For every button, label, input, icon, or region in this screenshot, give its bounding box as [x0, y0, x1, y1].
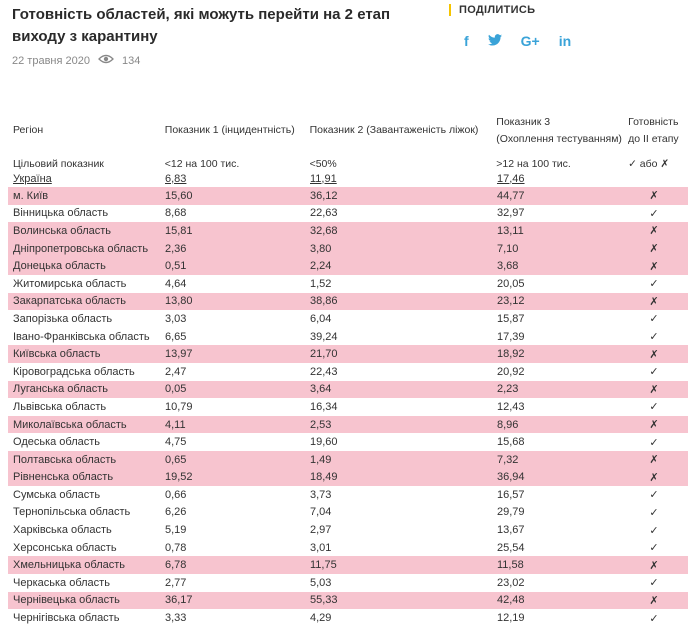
p1-value: 3,03 [165, 312, 187, 325]
region-name: Рівненська область [13, 471, 114, 484]
ready-mark: ✗ [649, 348, 659, 361]
p2-value: 32,68 [310, 224, 338, 237]
region-name: Дніпропетровська область [13, 242, 149, 255]
p2-value: 3,01 [310, 541, 332, 554]
region-name: Івано-Франківська область [13, 330, 150, 343]
region-name: Полтавська область [13, 453, 117, 466]
region-name: Тернопільська область [13, 506, 131, 519]
google-plus-icon[interactable]: G+ [520, 33, 540, 49]
ready-mark: ✗ [649, 225, 659, 238]
p1-value: 2,77 [165, 576, 187, 589]
p1-value: 0,65 [165, 453, 187, 466]
region-name: Луганська область [13, 383, 108, 396]
target-row [8, 150, 688, 170]
region-name: Чернівецька область [13, 594, 120, 607]
p3-value: 18,92 [497, 348, 525, 361]
header-ready-line1: Готовність [628, 116, 679, 128]
ready-mark: ✓ [649, 278, 659, 291]
p3-value: 12,19 [497, 612, 525, 625]
table-row [8, 574, 688, 592]
ready-mark: ✗ [649, 454, 659, 467]
ukraine-p3: 17,46 [497, 172, 525, 185]
linkedin-icon[interactable]: in [558, 33, 572, 49]
region-name: Донецька область [13, 260, 106, 273]
p1-value: 4,11 [165, 418, 186, 431]
view-count: 134 [121, 54, 141, 67]
p1-value: 5,19 [165, 524, 187, 537]
ready-mark: ✗ [649, 190, 659, 203]
p2-value: 1,52 [310, 277, 332, 290]
p1-value: 3,33 [165, 612, 187, 625]
table-row [8, 451, 688, 469]
region-name: Запорізька область [13, 312, 113, 325]
ready-mark: ✗ [649, 383, 659, 396]
table-row [8, 398, 688, 416]
region-name: Хмельницька область [13, 559, 126, 572]
p3-value: 16,57 [497, 488, 525, 501]
table-row [8, 416, 688, 434]
ready-mark: ✓ [649, 524, 659, 537]
table-row [8, 257, 688, 275]
p3-value: 29,79 [497, 506, 525, 519]
region-name: Миколаївська область [13, 418, 127, 431]
p3-value: 15,68 [497, 436, 525, 449]
p3-value: 20,92 [497, 365, 525, 378]
twitter-icon[interactable] [488, 33, 502, 49]
p3-value: 3,68 [497, 260, 519, 273]
p3-value: 17,39 [497, 330, 525, 343]
table-row [8, 345, 688, 363]
table-row [8, 504, 688, 522]
p3-value: 11,58 [497, 559, 524, 572]
p1-value: 15,60 [165, 189, 193, 202]
p1-value: 2,36 [165, 242, 187, 255]
ready-mark: ✓ [649, 542, 659, 555]
p3-value: 36,94 [497, 471, 525, 484]
region-name: Київська область [13, 348, 101, 361]
region-name: Львівська область [13, 400, 107, 413]
article-meta [12, 54, 432, 67]
p1-value: 0,66 [165, 488, 187, 501]
p1-value: 10,79 [165, 400, 193, 413]
header-ready-line2: до II етапу [628, 133, 679, 145]
p3-value: 20,05 [497, 277, 525, 290]
p3-value: 25,54 [497, 541, 525, 554]
p3-value: 2,23 [497, 383, 519, 396]
ready-mark: ✓ [649, 207, 659, 220]
p1-value: 0,51 [165, 260, 187, 273]
p2-value: 39,24 [310, 330, 338, 343]
ready-mark: ✓ [649, 331, 659, 344]
region-name: Херсонська область [13, 541, 117, 554]
p2-value: 19,60 [310, 436, 338, 449]
p3-value: 12,43 [497, 400, 525, 413]
ready-mark: ✓ [649, 612, 659, 625]
facebook-icon[interactable]: f [464, 33, 469, 49]
ready-mark: ✓ [649, 401, 659, 414]
article-header [12, 4, 432, 67]
p2-value: 38,86 [310, 295, 338, 308]
p2-value: 5,03 [310, 576, 332, 589]
p1-value: 13,80 [165, 295, 193, 308]
page-title: Готовність областей, які можуть перейти на 2 етап виходу з карантину [12, 6, 391, 45]
region-name: Харківська область [13, 524, 112, 537]
ready-mark: ✗ [649, 559, 659, 572]
p1-value: 0,05 [165, 383, 187, 396]
table-row [8, 556, 688, 574]
ukraine-row[interactable] [8, 170, 688, 187]
table-row [8, 609, 688, 627]
p3-value: 32,97 [497, 207, 525, 220]
p3-value: 44,77 [497, 189, 525, 202]
p2-value: 3,80 [310, 242, 332, 255]
table-row [8, 486, 688, 504]
p2-value: 2,24 [310, 260, 332, 273]
p2-value: 36,12 [310, 189, 338, 202]
ready-mark: ✗ [649, 260, 659, 273]
table-row [8, 328, 688, 346]
region-name: Одеська область [13, 436, 101, 449]
p1-value: 36,17 [165, 594, 193, 607]
p1-value: 13,97 [165, 348, 193, 361]
p3-value: 13,67 [497, 524, 525, 537]
share-icons [464, 33, 579, 49]
readiness-table [8, 112, 688, 627]
table-row [8, 205, 688, 223]
p2-value: 55,33 [310, 594, 338, 607]
header-p3 [496, 114, 628, 148]
table-row [8, 275, 688, 293]
target-p1: <12 на 100 тис. [164, 158, 240, 170]
p1-value: 4,64 [165, 277, 187, 290]
region-name: Закарпатська область [13, 295, 126, 308]
table-row [8, 469, 688, 487]
table-row [8, 592, 688, 610]
p2-value: 2,53 [310, 418, 332, 431]
table-header [8, 112, 688, 150]
p1-value: 4,75 [165, 436, 187, 449]
table-row [8, 222, 688, 240]
p2-value: 21,70 [310, 348, 338, 361]
p2-value: 3,64 [310, 383, 332, 396]
publish-date: 22 травня 2020 [12, 54, 90, 67]
header-p3-line2: (Охоплення тестуванням) [496, 133, 622, 145]
ready-mark: ✓ [649, 506, 659, 519]
p3-value: 13,11 [497, 224, 524, 237]
region-name: Сумська область [13, 488, 101, 501]
table-row [8, 310, 688, 328]
p1-value: 8,68 [165, 207, 187, 220]
p2-value: 18,49 [310, 471, 338, 484]
p2-value: 11,75 [310, 559, 337, 572]
p3-value: 15,87 [497, 312, 525, 325]
p2-value: 22,43 [310, 365, 338, 378]
p2-value: 4,29 [310, 612, 332, 625]
share-label: ПОДІЛИТИСЬ [449, 4, 579, 16]
p3-value: 8,96 [497, 418, 519, 431]
ready-mark: ✓ [649, 577, 659, 590]
ready-mark: ✓ [649, 489, 659, 502]
table-row [8, 293, 688, 311]
p2-value: 16,34 [310, 400, 338, 413]
header-p2: Показник 2 (Завантаженість ліжок) [309, 124, 479, 136]
table-row [8, 521, 688, 539]
target-p3: >12 на 100 тис. [496, 158, 571, 170]
region-name: м. Київ [13, 189, 49, 202]
header-p3-line1: Показник 3 [496, 116, 551, 128]
ukraine-p2: 11,91 [310, 172, 337, 185]
region-name: Чернігівська область [13, 612, 120, 625]
ukraine-name[interactable]: Україна [13, 172, 52, 185]
ready-mark: ✗ [649, 295, 659, 308]
ready-mark: ✗ [649, 419, 659, 432]
region-name: Черкаська область [13, 576, 110, 589]
p1-value: 6,78 [165, 559, 187, 572]
p3-value: 23,12 [497, 295, 525, 308]
target-label: Цільовий показник [13, 158, 104, 170]
eye-icon [98, 54, 114, 67]
share-block [449, 4, 579, 49]
p3-value: 42,48 [497, 594, 525, 607]
header-ready [628, 114, 688, 148]
p1-value: 2,47 [165, 365, 187, 378]
ready-mark: ✓ [649, 436, 659, 449]
p2-value: 3,73 [310, 488, 332, 501]
table-body [8, 187, 688, 627]
region-name: Вінницька область [13, 207, 109, 220]
table-row [8, 381, 688, 399]
region-name: Житомирська область [13, 277, 127, 290]
target-p2: <50% [309, 158, 337, 170]
p2-value: 6,04 [310, 312, 332, 325]
p2-value: 22,63 [310, 207, 338, 220]
table-row [8, 187, 688, 205]
p1-value: 6,26 [165, 506, 187, 519]
table-row [8, 539, 688, 557]
p2-value: 7,04 [310, 506, 332, 519]
p1-value: 0,78 [165, 541, 187, 554]
ready-mark: ✗ [649, 243, 659, 256]
p2-value: 1,49 [310, 453, 332, 466]
p3-value: 23,02 [497, 576, 525, 589]
target-ready: ✓ або ✗ [628, 158, 670, 170]
p3-value: 7,32 [497, 453, 519, 466]
ukraine-p1: 6,83 [165, 172, 187, 185]
p2-value: 2,97 [310, 524, 332, 537]
header-region: Регіон [13, 124, 44, 136]
ready-mark: ✓ [649, 366, 659, 379]
p3-value: 7,10 [497, 242, 519, 255]
p1-value: 15,81 [165, 224, 193, 237]
p1-value: 19,52 [165, 471, 193, 484]
ready-mark: ✗ [649, 471, 659, 484]
region-name: Кіровоградська область [13, 365, 135, 378]
table-row [8, 433, 688, 451]
region-name: Волинська область [13, 224, 112, 237]
p1-value: 6,65 [165, 330, 187, 343]
ready-mark: ✗ [649, 594, 659, 607]
header-p1: Показник 1 (інцидентність) [164, 124, 295, 136]
table-row [8, 240, 688, 258]
table-row [8, 363, 688, 381]
ready-mark: ✓ [649, 313, 659, 326]
